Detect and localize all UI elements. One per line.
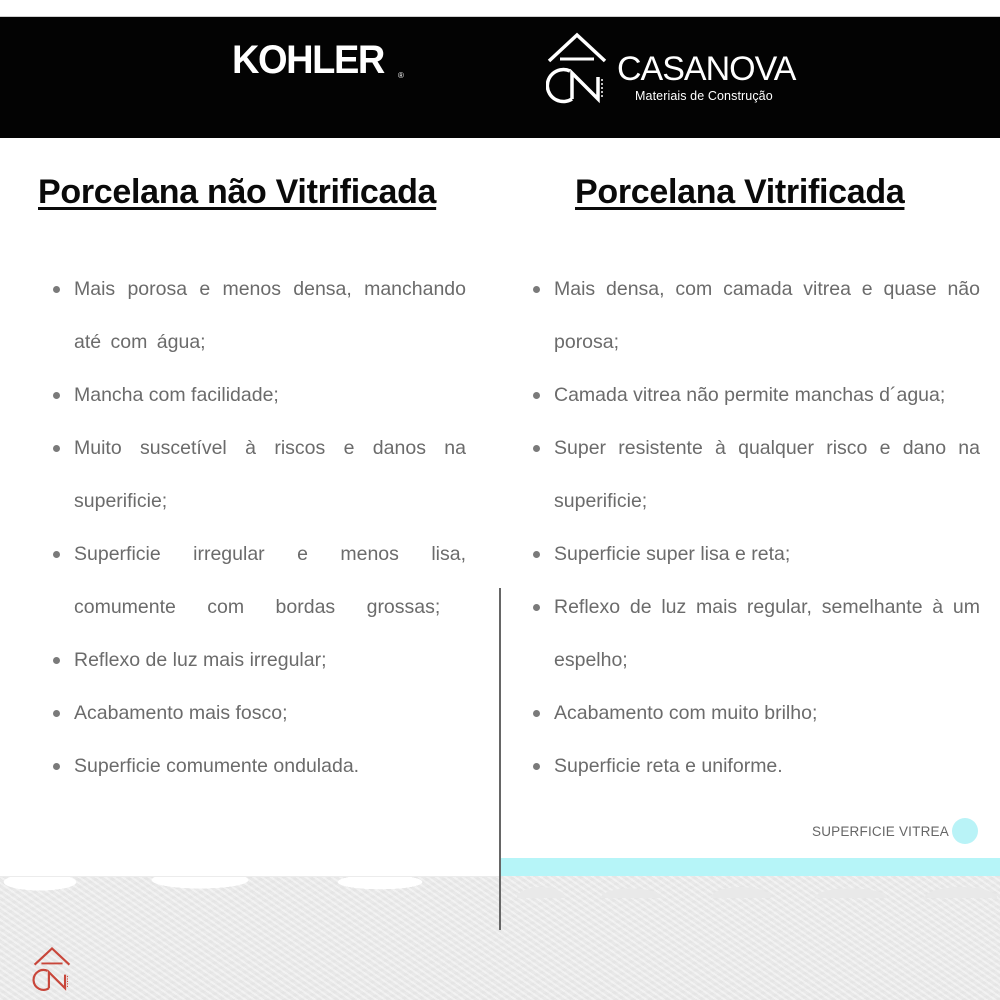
list-item: Mancha com facilidade; [50,369,466,422]
texture-edge [501,876,1000,898]
bullet-icon [533,710,540,717]
bullet-icon [53,392,60,399]
vitrified-list [530,263,980,793]
bullet-icon [533,763,540,770]
list-item: Muito suscetível à riscos e danos na superificie; [50,422,466,528]
casanova-tagline: Materiais de Construção [635,89,773,103]
title-vitrified: Porcelana Vitrificada [575,173,905,211]
bullet-icon [53,763,60,770]
list-item: Reflexo de luz mais irregular; [50,634,466,687]
title-non-vitrified: Porcelana não Vitrificada [38,173,437,211]
header-banner [0,16,1000,138]
registered-mark: ® [398,71,404,80]
kohler-logo: KOHLER [232,38,384,82]
casanova-wordmark: CASANOVA [617,50,796,88]
list-item: Acabamento com muito brilho; [530,687,980,740]
bullet-icon [53,286,60,293]
list-item: Superficie comumente ondulada. [50,740,466,793]
casanova-footer-logo-icon [28,946,76,992]
bullet-icon [533,286,540,293]
texture-top-line [0,876,499,877]
list-item: Superficie reta e uniforme. [530,740,980,793]
bullet-icon [533,551,540,558]
casanova-house-logo-icon [546,31,608,105]
bullet-icon [53,657,60,664]
bullet-icon [533,392,540,399]
bullet-icon [533,445,540,452]
list-item: Acabamento mais fosco; [50,687,466,740]
list-item: Superficie super lisa e reta; [530,528,980,581]
legend-swatch-icon [952,818,978,844]
bullet-icon [53,445,60,452]
column-divider [499,588,501,930]
list-item: Camada vitrea não permite manchas d´agua; [530,369,980,422]
non-vitrified-list [50,263,466,793]
bullet-icon [53,551,60,558]
bullet-icon [53,710,60,717]
legend-label: SUPERFICIE VITREA [812,824,949,839]
bullet-icon [533,604,540,611]
list-item: Mais densa, com camada vitrea e quase não porosa; [530,263,980,369]
list-item: Super resistente à qualquer risco e dano na superificie; [530,422,980,528]
list-item: Superficie irregular e menos lisa, comumente com bordas grossas; [50,528,466,634]
list-item: Reflexo de luz mais regular, semelhante à um espelho; [530,581,980,687]
list-item: Mais porosa e menos densa, manchando até com água; [50,263,466,369]
